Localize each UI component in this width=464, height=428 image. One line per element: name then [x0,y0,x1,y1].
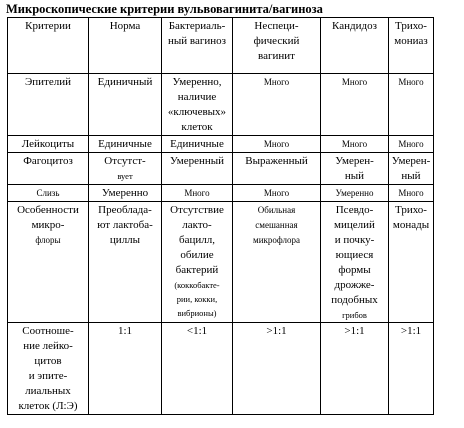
table-cell [162,185,233,202]
cell-line: >1:1 [400,325,422,337]
cell-line: Много [263,188,290,198]
cell-line: микрофлора [253,235,300,245]
cell-line: Умеренно [335,188,374,198]
cell-line: клеток [181,121,213,133]
cell-line: Много [263,139,290,149]
row-label [8,153,89,185]
table-cell [162,153,233,185]
cell-line: Преоблада- [98,204,152,216]
cell-line: <1:1 [186,325,208,337]
cell-line: Много [184,188,210,198]
cell-line: Умеренно [101,187,149,199]
table-cell [89,323,162,415]
cell-line: Норма [109,20,141,32]
row-label [8,74,89,136]
table-cell [89,185,162,202]
cell-line: ный [344,170,365,182]
cell-line: Особенности микро- [17,204,79,231]
cell-line: 1:1 [117,325,133,337]
cell-line: Много [341,139,368,149]
table-cell [89,74,162,136]
column-header [89,18,162,74]
table-cell [321,323,389,415]
criteria-table [7,17,434,415]
cell-line: монады [392,219,430,231]
cell-line: ющиеся [335,249,374,261]
table-cell [233,185,321,202]
table-row [8,323,434,415]
column-header [162,18,233,74]
table-cell [389,323,434,415]
cell-line: рии, кокки, [176,294,218,304]
row-label [8,323,89,415]
cell-line: Много [398,139,424,149]
cell-line: Кандидоз [332,20,377,32]
cell-line: Лейкоциты [21,138,75,150]
cell-line: мониаз [394,35,428,47]
table-cell [389,74,434,136]
cell-line: ют лактоба- [97,219,153,231]
cell-line: >1:1 [266,325,287,337]
cell-line: ный вагиноз [168,35,226,47]
cell-line: Много [398,77,424,87]
row-label [8,136,89,153]
cell-line: лиальных [25,385,71,397]
table-row [8,136,434,153]
cell-line: Отсутст- [104,155,146,167]
cell-line: ние лейко- [23,340,73,352]
table-cell [233,74,321,136]
cell-line: наличие [177,91,217,103]
table-cell [233,136,321,153]
table-cell [162,136,233,153]
cell-line: вует [117,171,133,181]
cell-line: дрожже- [334,279,375,291]
cell-line: Выраженный [245,155,308,167]
table-cell [389,153,434,185]
cell-line: и эпите- [28,370,68,382]
cell-line: Много [398,188,424,198]
cell-line: грибов [342,310,367,320]
cell-line: >1:1 [344,325,365,337]
cell-line: Много [341,77,368,87]
row-label [8,185,89,202]
table-row [8,185,434,202]
table-cell [389,136,434,153]
cell-line: подобных [331,294,378,306]
column-header [8,18,89,74]
cell-line: (коккобакте- [174,280,220,290]
cell-line: Фагоцитоз [23,155,73,167]
table-cell [89,136,162,153]
cell-line: лакто- [182,219,212,231]
cell-line: мицелий [334,219,375,231]
cell-line: Умерен- [391,155,431,167]
column-header [321,18,389,74]
cell-line: флоры [35,235,61,245]
cell-line: Бактериаль- [168,20,226,32]
cell-line: смешанная [255,220,298,230]
header-row [8,18,434,74]
table-cell [233,202,321,323]
cell-line: Умеренно, [172,76,222,88]
cell-line: Отсутствие [170,204,224,216]
cell-line: ный [401,170,421,182]
cell-line: Слизь [36,188,60,198]
row-label [8,202,89,323]
column-header [233,18,321,74]
cell-line: Обильная [257,205,296,215]
cell-line: Эпителий [25,76,71,88]
cell-line: Единичные [170,138,224,150]
table-cell [321,185,389,202]
table-cell [162,202,233,323]
table-cell [162,323,233,415]
table-cell [233,153,321,185]
table-title: Микроскопические критерии вульвовагинита/вагиноза [6,2,323,16]
cell-line: Трихо- [395,204,427,216]
table-cell [321,136,389,153]
cell-line: вибрионы) [177,308,217,318]
cell-line: формы [338,264,371,276]
cell-line: вагинит [258,50,295,62]
table-cell [321,153,389,185]
table-cell [89,153,162,185]
cell-line: циллы [109,234,141,246]
table-cell [89,202,162,323]
table-row [8,202,434,323]
cell-line: обилие [180,249,214,261]
cell-line: Соотноше- [22,325,74,337]
cell-line: Единичный [97,76,153,88]
column-header [389,18,434,74]
table-cell [389,202,434,323]
cell-line: бактерий [175,264,219,276]
cell-line: клеток (Л:Э) [18,400,78,412]
cell-line: фический [253,35,300,47]
cell-line: Умеренный [169,155,225,167]
table-cell [389,185,434,202]
table-row [8,153,434,185]
cell-line: Неспеци- [254,20,299,32]
cell-line: Трихо- [395,20,427,32]
cell-line: Много [263,77,290,87]
cell-line: «ключевых» [167,106,227,118]
table-cell [321,202,389,323]
table-cell [233,323,321,415]
cell-line: Критерии [25,20,71,32]
cell-line: Единичные [98,138,152,150]
cell-line: и почку- [334,234,375,246]
cell-line: Умерен- [335,155,374,167]
cell-line: цитов [34,355,62,367]
table-cell [321,74,389,136]
table-row [8,74,434,136]
cell-line: Псевдо- [335,204,374,216]
table-cell [162,74,233,136]
cell-line: бацилл, [179,234,215,246]
